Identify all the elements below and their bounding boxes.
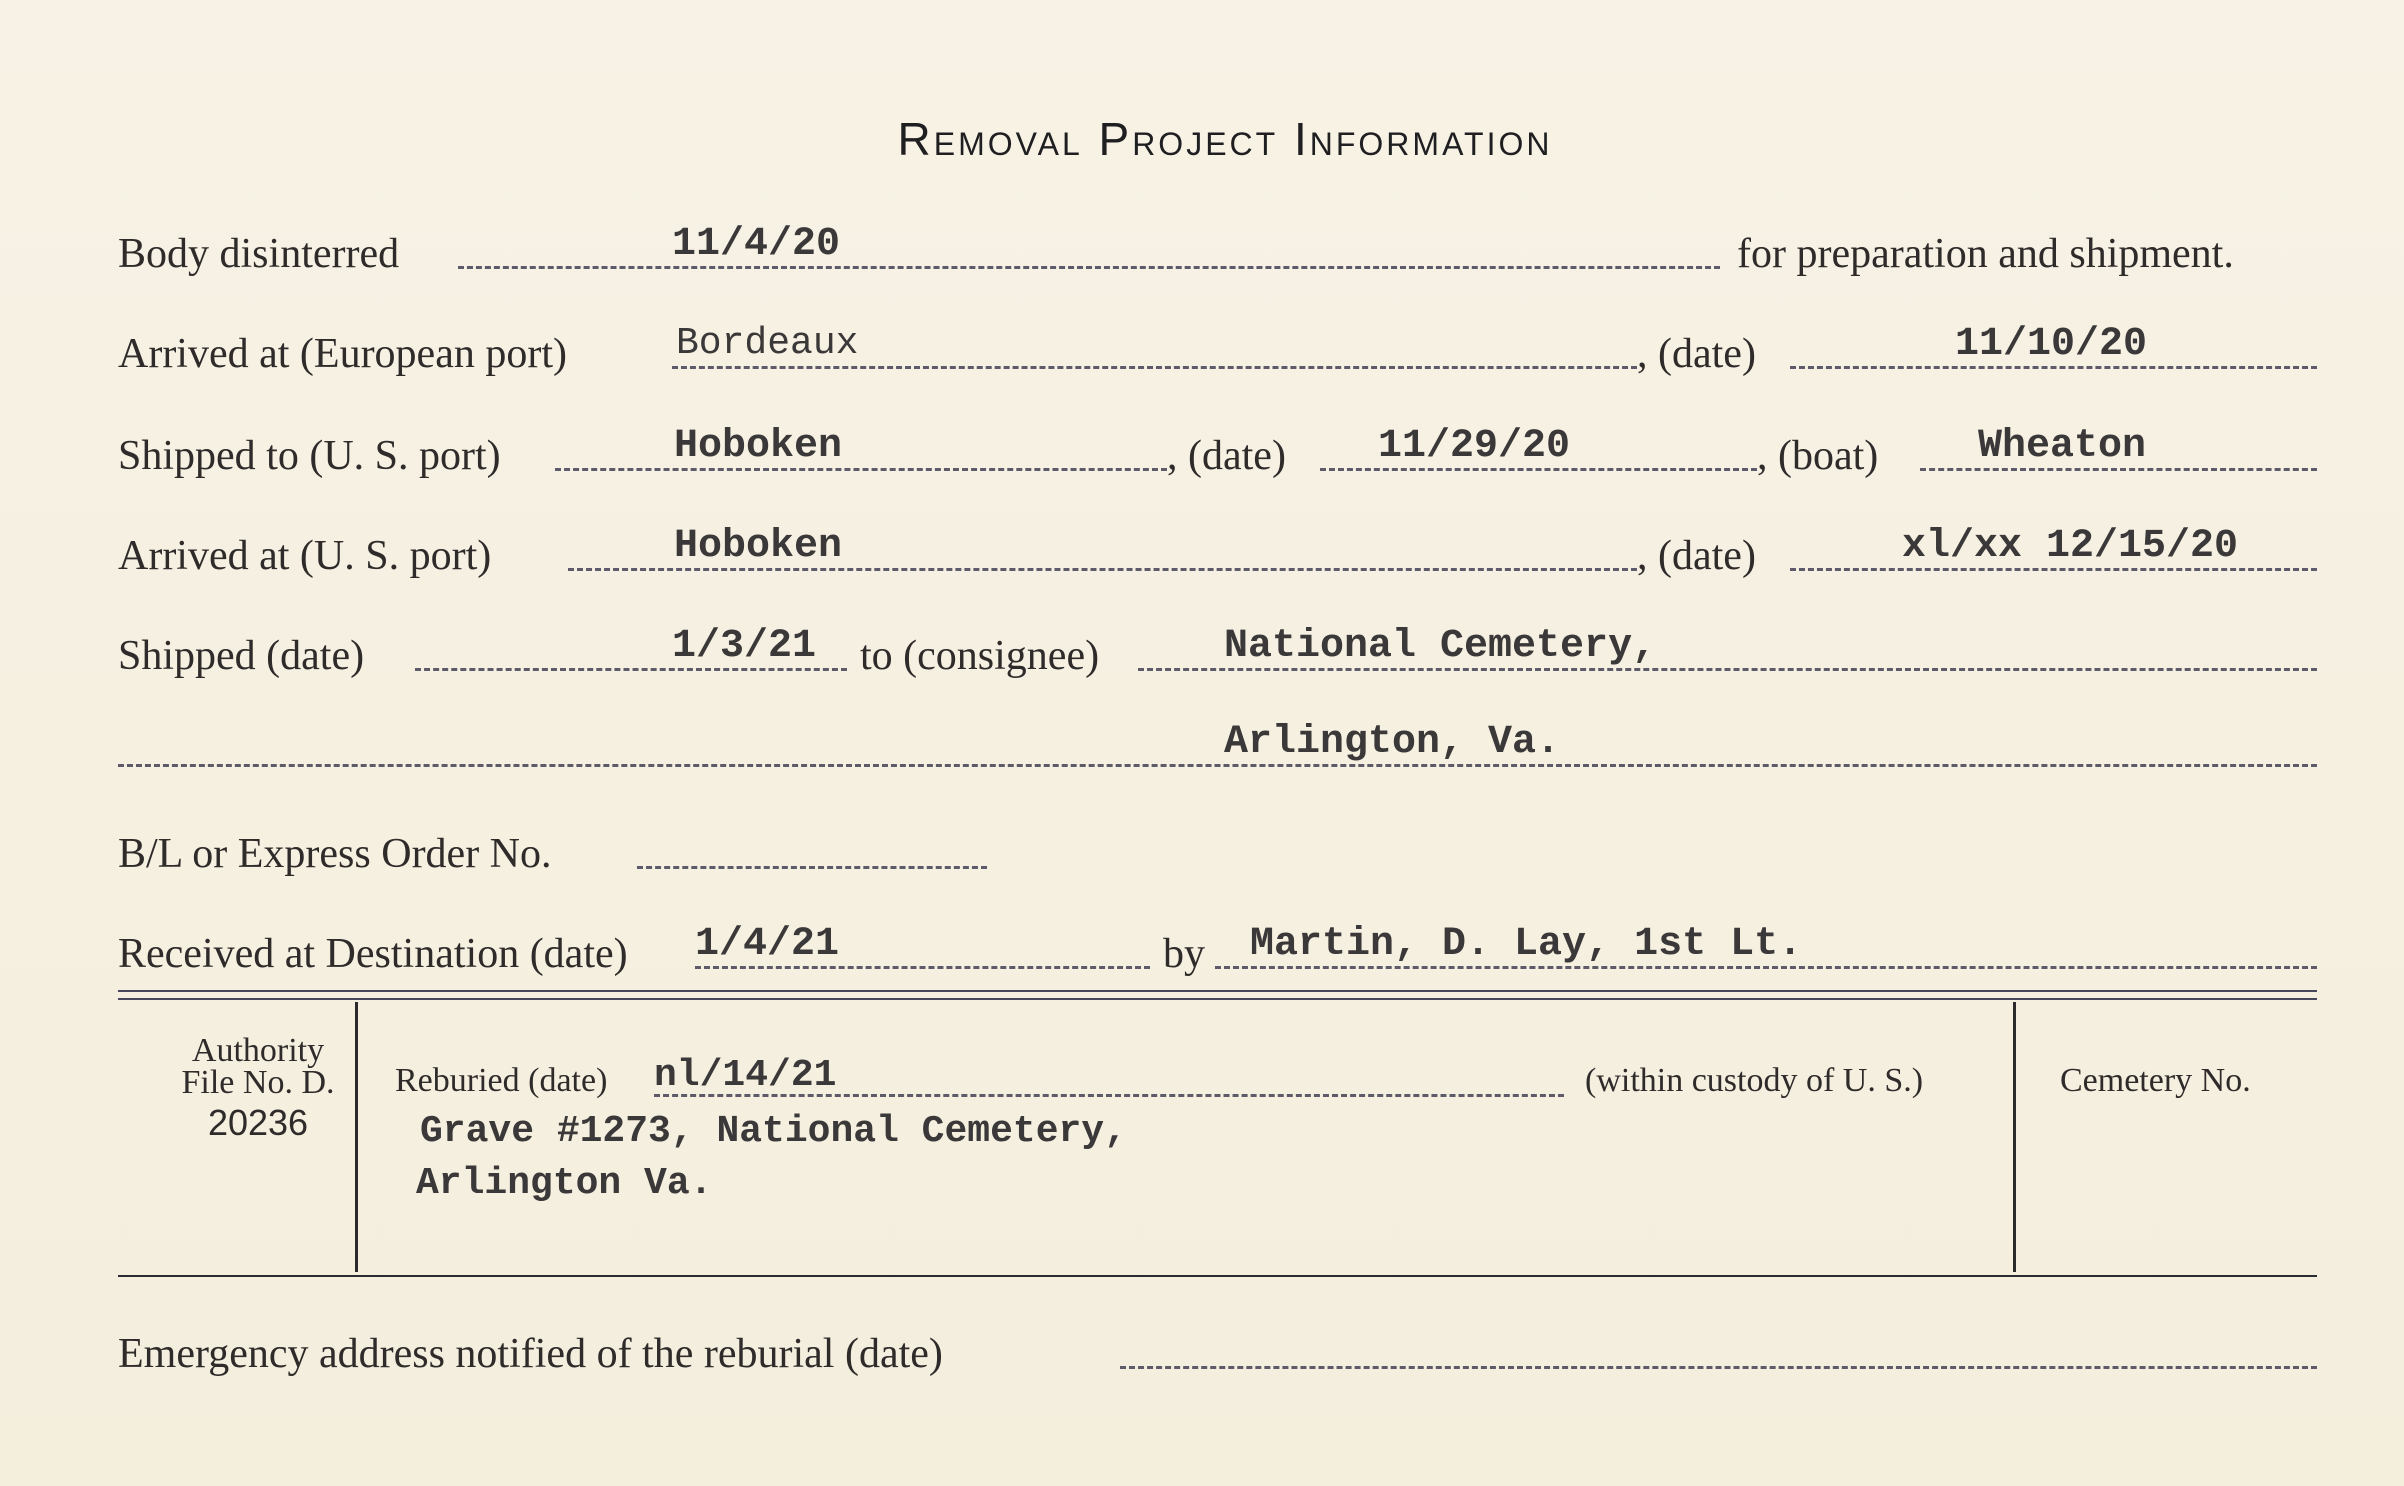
section-rule-top-2 [118, 998, 2317, 1000]
section-rule-bottom [118, 1275, 2317, 1277]
authority-label-line1: Authority [191, 1032, 325, 1069]
grave-line2: Arlington Va. [416, 1162, 713, 1205]
cemetery-no-label: Cemetery No. [2060, 1062, 2251, 1099]
body-disinterred-line [458, 266, 1720, 269]
received-by-value: Martin, D. Lay, 1st Lt. [1250, 922, 1803, 967]
received-date-value: 1/4/21 [695, 922, 840, 967]
reburied-date-value: nl/14/21 [654, 1054, 837, 1097]
arrived-european-date-value: 11/10/20 [1955, 322, 2148, 367]
custody-note: (within custody of U. S.) [1585, 1062, 1924, 1099]
shipped-us-date-label: , (date) [1167, 433, 1286, 479]
body-disinterred-label: Body disinterred [118, 231, 400, 277]
arrived-european-value: Bordeaux [676, 322, 859, 365]
shipped-us-value: Hoboken [674, 424, 843, 469]
received-by-label: by [1163, 931, 1205, 977]
consignee-continuation-line [118, 764, 2317, 767]
emergency-line [1120, 1366, 2317, 1369]
shipped-date-label: Shipped (date) [118, 633, 365, 679]
shipped-us-boat-value: Wheaton [1978, 424, 2147, 469]
shipped-us-boat-label: , (boat) [1757, 433, 1879, 479]
body-disinterred-suffix: for preparation and shipment. [1737, 231, 2234, 277]
consignee-line1-value: National Cemetery, [1224, 624, 1657, 669]
shipped-us-line [555, 468, 1167, 471]
emergency-label: Emergency address notified of the reburial (date) [118, 1331, 943, 1377]
arrived-us-date-label: , (date) [1637, 533, 1756, 579]
received-label: Received at Destination (date) [118, 931, 628, 977]
grave-line1: Grave #1273, National Cemetery, [420, 1110, 1127, 1153]
reburied-label: Reburied (date) [395, 1062, 608, 1099]
body-disinterred-value: 11/4/20 [672, 222, 841, 267]
consignee-line2-value: Arlington, Va. [1224, 720, 1561, 765]
arrived-european-label: Arrived at (European port) [118, 331, 567, 377]
box-divider-right [2013, 1002, 2016, 1272]
card-title: Removal Project Information [897, 113, 1553, 165]
authority-label-line2: File No. D. [181, 1064, 335, 1101]
consignee-label: to (consignee) [860, 633, 1100, 679]
section-rule-top [118, 990, 2317, 992]
bl-order-line [637, 866, 987, 869]
shipped-date-value: 1/3/21 [672, 624, 817, 669]
shipped-us-label: Shipped to (U. S. port) [118, 433, 501, 479]
bl-order-label: B/L or Express Order No. [118, 831, 552, 877]
shipped-us-date-value: 11/29/20 [1378, 424, 1571, 469]
arrived-european-line [672, 366, 1637, 369]
arrived-us-label: Arrived at (U. S. port) [118, 533, 492, 579]
arrived-european-date-label: , (date) [1637, 331, 1756, 377]
arrived-us-date-value: xl/xx 12/15/20 [1902, 524, 2239, 569]
arrived-us-value: Hoboken [674, 524, 843, 569]
authority-file-number: 20236 [207, 1102, 309, 1143]
